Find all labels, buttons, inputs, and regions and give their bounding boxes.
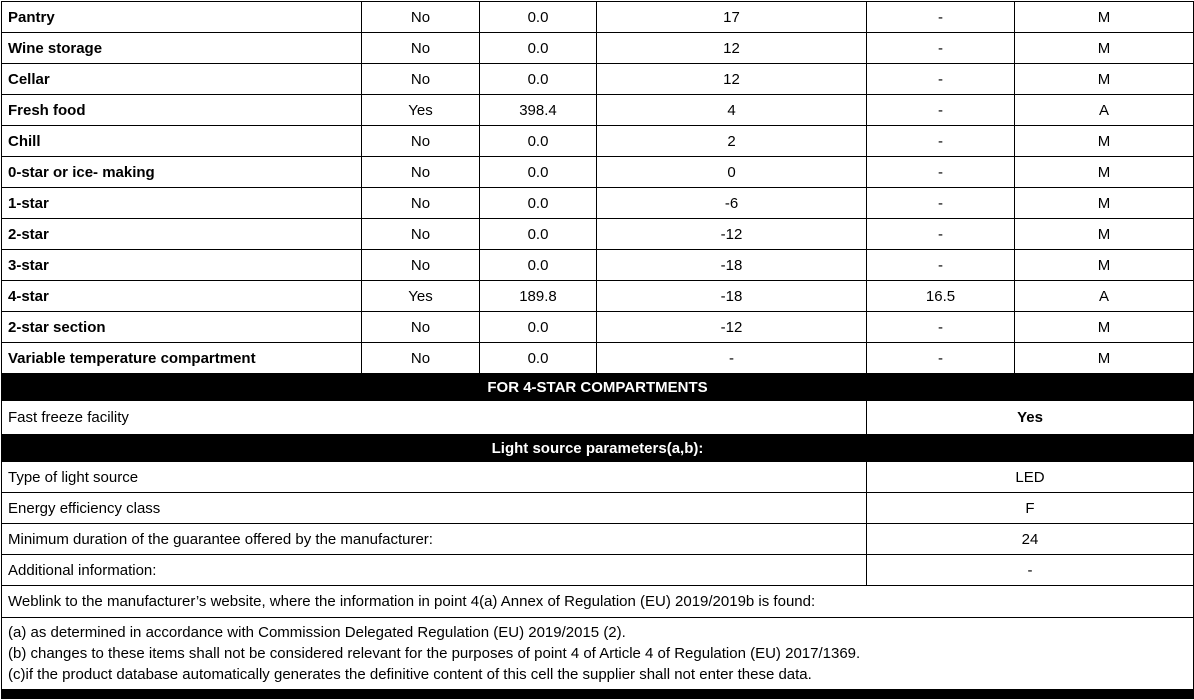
compartment-value-cell: 0.0 — [480, 126, 597, 157]
table-row — [2, 33, 1194, 64]
compartment-name-cell: Variable temperature compartment — [2, 343, 362, 374]
compartment-name-cell: 0-star or ice- making — [2, 157, 362, 188]
light-source-section-header — [2, 435, 1194, 462]
table-row — [2, 64, 1194, 95]
compartment-value-cell: 17 — [597, 2, 867, 33]
compartment-value-cell: Yes — [362, 281, 480, 312]
compartment-name-cell: 1-star — [2, 188, 362, 219]
light-row-value: - — [867, 555, 1194, 586]
fast-freeze-row — [2, 401, 1194, 435]
compartment-name-cell: Wine storage — [2, 33, 362, 64]
light-row-label: Type of light source — [2, 462, 867, 493]
compartment-value-cell: A — [1015, 95, 1194, 126]
compartment-name-cell: Fresh food — [2, 95, 362, 126]
footnotes-row — [2, 618, 1194, 690]
light-row-label: Minimum duration of the guarantee offered by the manufacturer: — [2, 524, 867, 555]
compartment-name-cell: 2-star — [2, 219, 362, 250]
compartment-value-cell: - — [867, 157, 1015, 188]
compartment-value-cell: No — [362, 126, 480, 157]
compartment-name-cell: 4-star — [2, 281, 362, 312]
compartment-value-cell: 0.0 — [480, 2, 597, 33]
compartment-value-cell: No — [362, 250, 480, 281]
compartment-name-cell: 3-star — [2, 250, 362, 281]
compartment-value-cell: No — [362, 64, 480, 95]
compartment-value-cell: -12 — [597, 219, 867, 250]
light-row-label: Additional information: — [2, 555, 867, 586]
table-row — [2, 157, 1194, 188]
compartment-value-cell: - — [867, 250, 1015, 281]
compartment-value-cell: 0.0 — [480, 343, 597, 374]
fast-freeze-label: Fast freeze facility — [2, 401, 867, 435]
compartment-value-cell: - — [867, 64, 1015, 95]
compartment-name-cell: Chill — [2, 126, 362, 157]
compartment-value-cell: M — [1015, 188, 1194, 219]
compartment-value-cell: 0 — [597, 157, 867, 188]
compartment-value-cell: M — [1015, 312, 1194, 343]
product-fiche-table — [1, 1, 1194, 699]
table-row — [2, 219, 1194, 250]
compartment-value-cell: 189.8 — [480, 281, 597, 312]
compartment-value-cell: 0.0 — [480, 312, 597, 343]
light-row-guarantee — [2, 524, 1194, 555]
light-row-efficiency — [2, 493, 1194, 524]
compartment-value-cell: - — [867, 219, 1015, 250]
compartment-value-cell: -18 — [597, 281, 867, 312]
table-row — [2, 343, 1194, 374]
compartment-value-cell: No — [362, 2, 480, 33]
weblink-text: Weblink to the manufacturer’s website, where the information in point 4(a) Annex of Regulation (EU) 2019/2019b is found: — [2, 586, 1194, 618]
weblink-row — [2, 586, 1194, 618]
fiche-static-rows — [2, 374, 1194, 699]
table-row — [2, 2, 1194, 33]
compartment-value-cell: 0.0 — [480, 33, 597, 64]
table-row — [2, 126, 1194, 157]
table-row — [2, 95, 1194, 126]
compartment-value-cell: 0.0 — [480, 64, 597, 95]
compartment-value-cell: Yes — [362, 95, 480, 126]
compartment-value-cell: - — [867, 33, 1015, 64]
compartment-value-cell: A — [1015, 281, 1194, 312]
light-row-additional-info — [2, 555, 1194, 586]
compartment-value-cell: - — [597, 343, 867, 374]
compartment-value-cell: M — [1015, 2, 1194, 33]
footnote-b: (b) changes to these items shall not be considered relevant for the purposes of point 4 of Article 4 of Regulation (EU) 2017/1369. — [8, 645, 861, 662]
compartment-value-cell: 398.4 — [480, 95, 597, 126]
light-row-value: F — [867, 493, 1194, 524]
light-row-value: LED — [867, 462, 1194, 493]
table-row — [2, 281, 1194, 312]
four-star-section-header — [2, 374, 1194, 401]
compartment-value-cell: - — [867, 95, 1015, 126]
section-header-label: FOR 4-STAR COMPARTMENTS — [2, 374, 1194, 401]
compartment-name-cell: Cellar — [2, 64, 362, 95]
table-row — [2, 250, 1194, 281]
table-row — [2, 188, 1194, 219]
compartment-value-cell: 0.0 — [480, 250, 597, 281]
light-row-type — [2, 462, 1194, 493]
compartment-value-cell: 16.5 — [867, 281, 1015, 312]
compartment-value-cell: M — [1015, 126, 1194, 157]
compartment-value-cell: No — [362, 33, 480, 64]
compartment-value-cell: 0.0 — [480, 219, 597, 250]
compartment-value-cell: M — [1015, 64, 1194, 95]
light-row-value: 24 — [867, 524, 1194, 555]
compartment-name-cell: Pantry — [2, 2, 362, 33]
compartment-value-cell: - — [867, 343, 1015, 374]
compartment-value-cell: 2 — [597, 126, 867, 157]
section-header-label: Light source parameters(a,b): — [2, 435, 1194, 462]
compartment-value-cell: -6 — [597, 188, 867, 219]
compartment-value-cell: 0.0 — [480, 157, 597, 188]
bottom-bar-fill — [2, 690, 1194, 699]
compartment-value-cell: No — [362, 157, 480, 188]
light-row-label: Energy efficiency class — [2, 493, 867, 524]
compartment-value-cell: - — [867, 126, 1015, 157]
compartment-value-cell: 12 — [597, 64, 867, 95]
compartment-value-cell: M — [1015, 343, 1194, 374]
footnote-c: (c)if the product database automatically generates the definitive content of this cell the supplier shall not enter these data. — [8, 666, 812, 683]
compartment-name-cell: 2-star section — [2, 312, 362, 343]
compartment-value-cell: No — [362, 343, 480, 374]
compartment-value-cell: No — [362, 188, 480, 219]
compartment-value-cell: - — [867, 312, 1015, 343]
compartment-value-cell: 4 — [597, 95, 867, 126]
bottom-section-bar — [2, 690, 1194, 699]
compartment-value-cell: 12 — [597, 33, 867, 64]
compartment-value-cell: - — [867, 2, 1015, 33]
compartment-value-cell: M — [1015, 250, 1194, 281]
fast-freeze-value: Yes — [867, 401, 1194, 435]
compartment-value-cell: No — [362, 219, 480, 250]
footnote-a: (a) as determined in accordance with Commission Delegated Regulation (EU) 2019/2015 (2). — [8, 624, 626, 641]
compartment-value-cell: 0.0 — [480, 188, 597, 219]
compartment-rows — [2, 2, 1194, 374]
compartment-value-cell: M — [1015, 33, 1194, 64]
table-row — [2, 312, 1194, 343]
compartment-value-cell: No — [362, 312, 480, 343]
compartment-value-cell: M — [1015, 219, 1194, 250]
compartment-value-cell: -18 — [597, 250, 867, 281]
compartment-value-cell: - — [867, 188, 1015, 219]
footnotes-cell — [2, 618, 1194, 690]
compartment-value-cell: M — [1015, 157, 1194, 188]
compartment-value-cell: -12 — [597, 312, 867, 343]
